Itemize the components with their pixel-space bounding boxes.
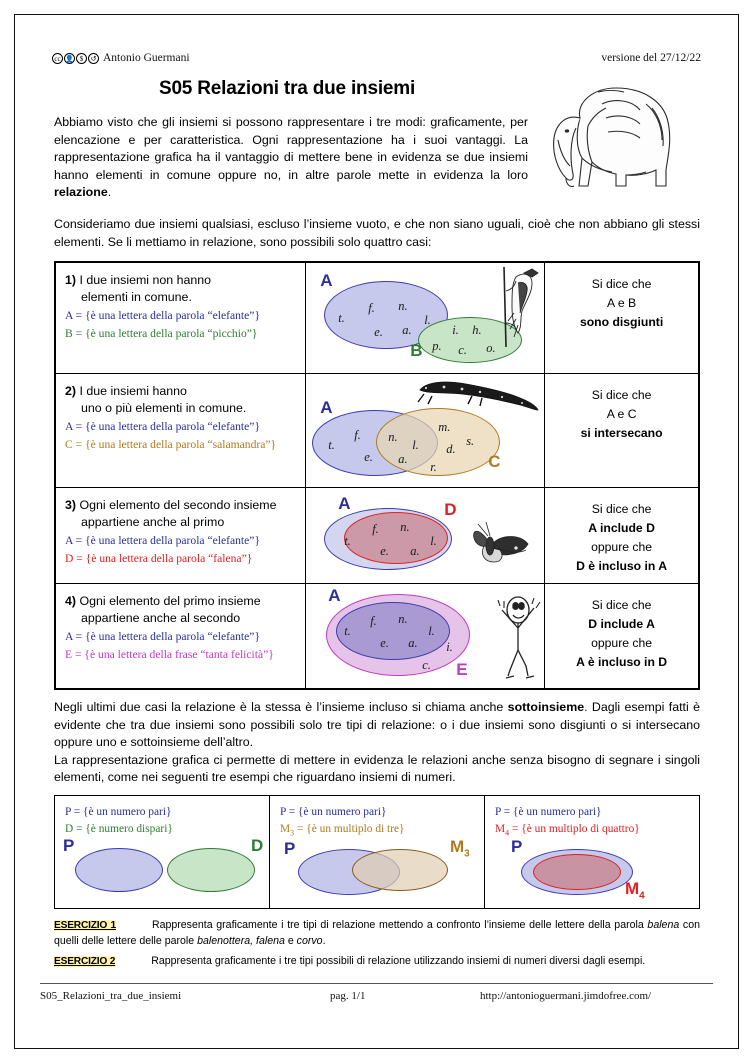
say-line-1: Si dice che bbox=[591, 277, 652, 291]
m4-label-subscript: 4 bbox=[639, 890, 645, 902]
m3-subscript: 3 bbox=[290, 828, 295, 838]
venn-numbers-1-label-d: D bbox=[251, 836, 264, 855]
number-example-2-def-p: P = {è un numero pari} bbox=[280, 806, 387, 818]
after-paragraph-2: La rappresentazione grafica ci permette di mettere in evidenza le relazioni anche senza bisogno di segnare i singoli elementi, come nei seguenti tre esempi che riguardano insiemi di numeri. bbox=[54, 752, 700, 784]
venn-diagram-2 bbox=[306, 374, 544, 487]
venn-3-label-d: D bbox=[444, 500, 457, 519]
element: c. bbox=[458, 343, 467, 357]
consider-paragraph: Consideriamo due insiemi qualsiasi, escluso l’insieme vuoto, e che non siano uguali, cioè che non abbiano gli stessi elementi. Se li mettiamo in relazione, sono possibili solo quattro casi: bbox=[54, 217, 700, 249]
footer-filename: S05_Relazioni_tra_due_insiemi bbox=[40, 990, 182, 1002]
intro-paragraph bbox=[54, 114, 528, 202]
element: n. bbox=[388, 430, 398, 444]
number-example-1-def-p: P = {è un numero pari} bbox=[65, 806, 172, 818]
exercise-2 bbox=[54, 954, 700, 970]
exercise-2-text: Rappresenta graficamente i tre tipi possibili di relazione utilizzando insiemi di numeri diversi dagli esempi. bbox=[151, 955, 646, 967]
element: n. bbox=[398, 299, 408, 313]
venn-1-label-a: A bbox=[320, 271, 333, 290]
element: o. bbox=[486, 341, 496, 355]
element: a. bbox=[398, 452, 408, 466]
venn-numbers-3-label-m4 bbox=[625, 879, 645, 901]
venn-1-label-b: B bbox=[410, 341, 423, 360]
case-2-line1: I due insiemi hanno bbox=[79, 384, 187, 398]
document-footer bbox=[40, 990, 713, 1002]
venn-2-label-c: C bbox=[488, 452, 501, 471]
case-2-set-a-definition: A = {è una lettera della parola “elefante”} bbox=[65, 420, 261, 433]
case-2-conclusion bbox=[545, 374, 698, 443]
element: l. bbox=[424, 313, 431, 327]
m4-label-letter: M bbox=[625, 879, 640, 899]
ellipse-set-p bbox=[75, 848, 163, 892]
element: d. bbox=[446, 442, 456, 456]
case-4-venn-cell bbox=[306, 584, 545, 689]
number-example-2 bbox=[270, 796, 485, 908]
case-4-number: 4) bbox=[65, 594, 77, 608]
nc-icon: $ bbox=[76, 53, 87, 64]
element: t. bbox=[344, 624, 351, 638]
intro-text: Abbiamo visto che gli insiemi si possono rappresentare i tre modi: graficamente, per elencazione e per caratteristica. Ogni rappresentazione ha i suoi vantaggi. La rappresentazione grafica ha il vantaggio di mettere bene in evidenza se due insiemi hanno elementi in comune oppure no, in altre parole mette in evidenza la loro bbox=[54, 115, 528, 182]
exercise-1-italic-2: balenottera, falena bbox=[197, 934, 285, 947]
cc-icon: cc bbox=[52, 53, 63, 64]
after-bold-word: sottoinsieme bbox=[507, 700, 585, 714]
ellipse-set-m3 bbox=[352, 849, 448, 891]
after-text-c: . Dagli esempi fatti è evidente che tra due insiemi sono possibili solo tre tipi di relazione: o i due insiemi sono disgiunti o si intersecano oppure uno e sottoinsieme dell’altro. bbox=[54, 700, 700, 749]
say-line-1: Si dice che bbox=[591, 388, 652, 402]
exercise-1 bbox=[54, 918, 700, 949]
element: p. bbox=[432, 339, 442, 353]
case-1-description-cell bbox=[56, 263, 306, 374]
venn-numbers-1-label-p: P bbox=[63, 836, 75, 855]
case-2-description-cell bbox=[56, 374, 306, 488]
table-row bbox=[56, 374, 699, 488]
case-3-number: 3) bbox=[65, 498, 77, 512]
m3-label-subscript: 3 bbox=[464, 848, 470, 860]
element: l. bbox=[430, 534, 437, 548]
venn-3-label-a: A bbox=[338, 494, 351, 513]
case-3-line1: Ogni elemento del secondo insieme bbox=[79, 498, 277, 512]
element: m. bbox=[438, 420, 451, 434]
case-2-venn-cell bbox=[306, 374, 545, 488]
intro-bold-word: relazione bbox=[54, 185, 108, 199]
sa-icon: ↺ bbox=[88, 53, 99, 64]
element: e. bbox=[374, 325, 383, 339]
number-example-1-def-d: D = {è numero dispari} bbox=[65, 823, 173, 835]
relations-table bbox=[54, 261, 700, 690]
case-4-title bbox=[65, 593, 297, 626]
case-4-line1: Ogni elemento del primo insieme bbox=[79, 594, 261, 608]
case-4-set-e-definition: E = {è una lettera della frase “tanta felicità”} bbox=[65, 648, 274, 661]
case-3-line2: appartiene anche al primo bbox=[81, 514, 225, 529]
number-examples-box bbox=[54, 795, 700, 909]
element: e. bbox=[380, 544, 389, 558]
venn-2-label-a: A bbox=[320, 398, 333, 417]
say-bold-2: D è incluso in A bbox=[576, 559, 668, 573]
say-bold-1: A include D bbox=[588, 521, 655, 535]
element: f. bbox=[372, 522, 379, 536]
intro-end: . bbox=[107, 185, 112, 199]
case-1-set-a-definition: A = {è una lettera della parola “elefante”} bbox=[65, 309, 261, 322]
footer-divider bbox=[40, 983, 713, 984]
element: a. bbox=[402, 323, 412, 337]
case-4-line2: appartiene anche al secondo bbox=[81, 610, 241, 625]
moth-illustration bbox=[468, 518, 532, 576]
ellipse-set-d bbox=[167, 848, 255, 892]
element: n. bbox=[400, 520, 410, 534]
case-3-description-cell bbox=[56, 488, 306, 584]
table-row bbox=[56, 584, 699, 689]
case-2-conclusion-cell bbox=[545, 374, 699, 488]
case-4-conclusion-cell bbox=[545, 584, 699, 689]
version-text: versione del 27/12/22 bbox=[601, 52, 701, 64]
venn-numbers-3 bbox=[485, 837, 699, 902]
venn-numbers-3-label-p: P bbox=[511, 837, 523, 857]
case-2-set-c-definition: C = {è una lettera della parola “salamandra”} bbox=[65, 438, 277, 451]
case-2-line2: uno o più elementi in comune. bbox=[81, 400, 247, 415]
element: i. bbox=[446, 640, 453, 654]
venn-diagram-3 bbox=[306, 488, 544, 583]
element: f. bbox=[354, 428, 361, 442]
element: c. bbox=[422, 658, 431, 672]
license-row bbox=[52, 52, 190, 64]
exercise-1-text-c: e bbox=[284, 934, 297, 947]
case-1-conclusion bbox=[545, 263, 698, 332]
case-4-description-cell bbox=[56, 584, 306, 689]
footer-page-number: pag. 1/1 bbox=[330, 990, 366, 1002]
say-line-1: Si dice che bbox=[591, 598, 652, 612]
element: a. bbox=[408, 636, 418, 650]
element: t. bbox=[344, 534, 351, 548]
case-3-conclusion bbox=[545, 488, 698, 576]
case-4-set-a-definition: A = {è una lettera della parola “elefante”} bbox=[65, 630, 261, 643]
say-line-2: oppure che bbox=[591, 636, 653, 650]
say-line-2: oppure che bbox=[591, 540, 653, 554]
by-icon: 👤 bbox=[65, 54, 74, 63]
element: n. bbox=[398, 612, 408, 626]
exercise-1-label: ESERCIZIO 1 bbox=[54, 920, 116, 931]
element: e. bbox=[380, 636, 389, 650]
venn-4-label-a: A bbox=[328, 586, 341, 605]
m3-letter: M bbox=[280, 823, 291, 835]
element: l. bbox=[428, 624, 435, 638]
element: f. bbox=[370, 614, 377, 628]
venn-numbers-2 bbox=[270, 837, 484, 899]
m4-subscript: 4 bbox=[505, 828, 510, 838]
document-header bbox=[52, 50, 701, 66]
case-3-set-d-definition: D = {è una lettera della parola “falena”} bbox=[65, 552, 253, 565]
case-1-line1: I due insiemi non hanno bbox=[79, 273, 212, 287]
case-1-venn-cell bbox=[306, 263, 545, 374]
table-row bbox=[56, 488, 699, 584]
exercise-1-italic-1: balena bbox=[647, 919, 680, 931]
number-example-1 bbox=[55, 796, 270, 908]
case-3-title bbox=[65, 497, 297, 530]
happy-stick-figure-illustration bbox=[488, 588, 544, 684]
venn-numbers-2-label-p: P bbox=[284, 839, 296, 859]
case-1-title bbox=[65, 272, 297, 305]
element: e. bbox=[364, 450, 373, 464]
elephant-illustration bbox=[536, 74, 712, 206]
exercise-1-text-b: con quelli delle lettere delle parole bbox=[54, 919, 700, 947]
exercise-1-italic-3: corvo bbox=[296, 934, 323, 947]
element: l. bbox=[412, 438, 419, 452]
element: s. bbox=[466, 434, 475, 448]
exercise-1-text-a: Rappresenta graficamente i tre tipi di relazione mettendo a confronto l’insieme delle lettere della parola bbox=[151, 919, 648, 931]
say-line-2: A e B bbox=[607, 296, 637, 310]
venn-numbers-1 bbox=[55, 838, 269, 896]
case-4-conclusion bbox=[545, 584, 698, 672]
venn-diagram-4 bbox=[306, 584, 544, 688]
case-3-venn-cell bbox=[306, 488, 545, 584]
author-name: Antonio Guermani bbox=[103, 52, 190, 64]
element: a. bbox=[410, 544, 420, 558]
exercise-2-label: ESERCIZIO 2 bbox=[54, 956, 116, 967]
venn-numbers-2-label-m3 bbox=[450, 837, 470, 859]
element: h. bbox=[472, 323, 482, 337]
element: i. bbox=[452, 323, 459, 337]
table-row bbox=[56, 263, 699, 374]
case-3-set-a-definition: A = {è una lettera della parola “elefante”} bbox=[65, 534, 261, 547]
venn-diagram-1 bbox=[306, 263, 544, 373]
page-title: S05 Relazioni tra due insiemi bbox=[158, 78, 416, 99]
element: f. bbox=[368, 301, 375, 315]
case-1-conclusion-cell bbox=[545, 263, 699, 374]
element: t. bbox=[338, 311, 345, 325]
creative-commons-icon-group bbox=[52, 53, 99, 64]
say-bold: si intersecano bbox=[580, 426, 663, 440]
say-bold: sono disgiunti bbox=[579, 315, 664, 329]
after-text-a: Negli ultimi due casi la relazione è la stessa è l’insieme incluso si chiama anche bbox=[54, 700, 508, 714]
case-1-line2: elementi in comune. bbox=[81, 289, 192, 304]
m3-rest: = {è un multiplo di tre} bbox=[294, 823, 405, 835]
m4-rest: = {è un multiplo di quattro} bbox=[509, 823, 640, 835]
case-1-set-b-definition: B = {è una lettera della parola “picchio”} bbox=[65, 327, 258, 340]
m3-label-letter: M bbox=[450, 837, 465, 857]
case-1-number: 1) bbox=[65, 273, 77, 287]
say-line-1: Si dice che bbox=[591, 502, 652, 516]
venn-4-label-e: E bbox=[456, 660, 468, 679]
say-bold-2: A è incluso in D bbox=[576, 655, 668, 669]
say-line-2: A e C bbox=[606, 407, 637, 421]
case-2-number: 2) bbox=[65, 384, 77, 398]
element: r. bbox=[430, 460, 437, 474]
number-example-3-def-p: P = {è un numero pari} bbox=[495, 806, 602, 818]
exercise-1-text-d: . bbox=[322, 934, 326, 947]
element: t. bbox=[328, 438, 335, 452]
m4-letter: M bbox=[495, 823, 506, 835]
number-example-3 bbox=[485, 796, 699, 908]
after-table-paragraph bbox=[54, 699, 700, 787]
footer-url[interactable]: http://antonioguermani.jimdofree.com/ bbox=[480, 990, 652, 1002]
say-bold-1: D include A bbox=[588, 617, 655, 631]
woodpecker-illustration bbox=[498, 267, 542, 347]
case-3-conclusion-cell bbox=[545, 488, 699, 584]
case-2-title bbox=[65, 383, 297, 416]
